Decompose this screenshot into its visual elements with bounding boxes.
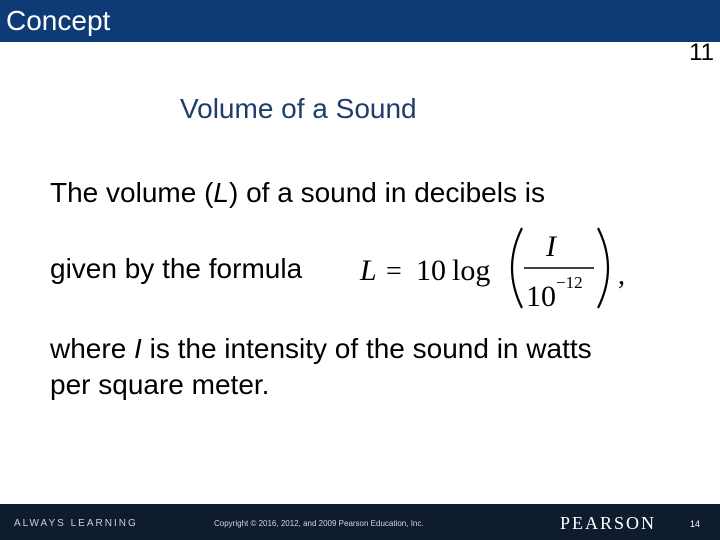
formula-denominator-exponent: −12 (556, 273, 583, 292)
formula-coefficient: 10 (416, 254, 446, 287)
formula-equals: = (386, 256, 402, 287)
footer-tagline: ALWAYS LEARNING (14, 518, 138, 529)
footer-bar (0, 504, 720, 540)
formula-log: log (452, 254, 491, 287)
variable-I: I (134, 333, 142, 364)
slide-title: Volume of a Sound (180, 93, 417, 124)
pearson-logo: PEARSON (560, 513, 657, 533)
body-line-3 (50, 332, 592, 366)
line3-before: where (50, 333, 135, 364)
formula-denominator-base: 10 (526, 280, 556, 313)
line1-after: ) of a sound in decibels is (228, 177, 545, 208)
line3-after: is the intensity of the sound in watts (141, 333, 592, 364)
line1-before: The volume ( (50, 177, 214, 208)
page-number: 14 (690, 519, 701, 529)
decibel-formula (356, 222, 646, 314)
concept-label: Concept (6, 5, 111, 36)
formula-numerator: I (546, 230, 556, 263)
header-bar (0, 0, 720, 42)
formula-lhs: L (360, 254, 377, 287)
left-paren (512, 228, 522, 308)
formula-comma: , (618, 260, 625, 291)
body-line-2: given by the formula (50, 253, 303, 284)
variable-L: L (213, 177, 229, 208)
concept-number: 11 (689, 39, 714, 66)
body-line-4: per square meter. (50, 369, 270, 400)
right-paren (598, 228, 608, 308)
footer-copyright: Copyright © 2016, 2012, and 2009 Pearson Education, Inc. (214, 519, 424, 528)
body-line-1 (50, 176, 545, 210)
